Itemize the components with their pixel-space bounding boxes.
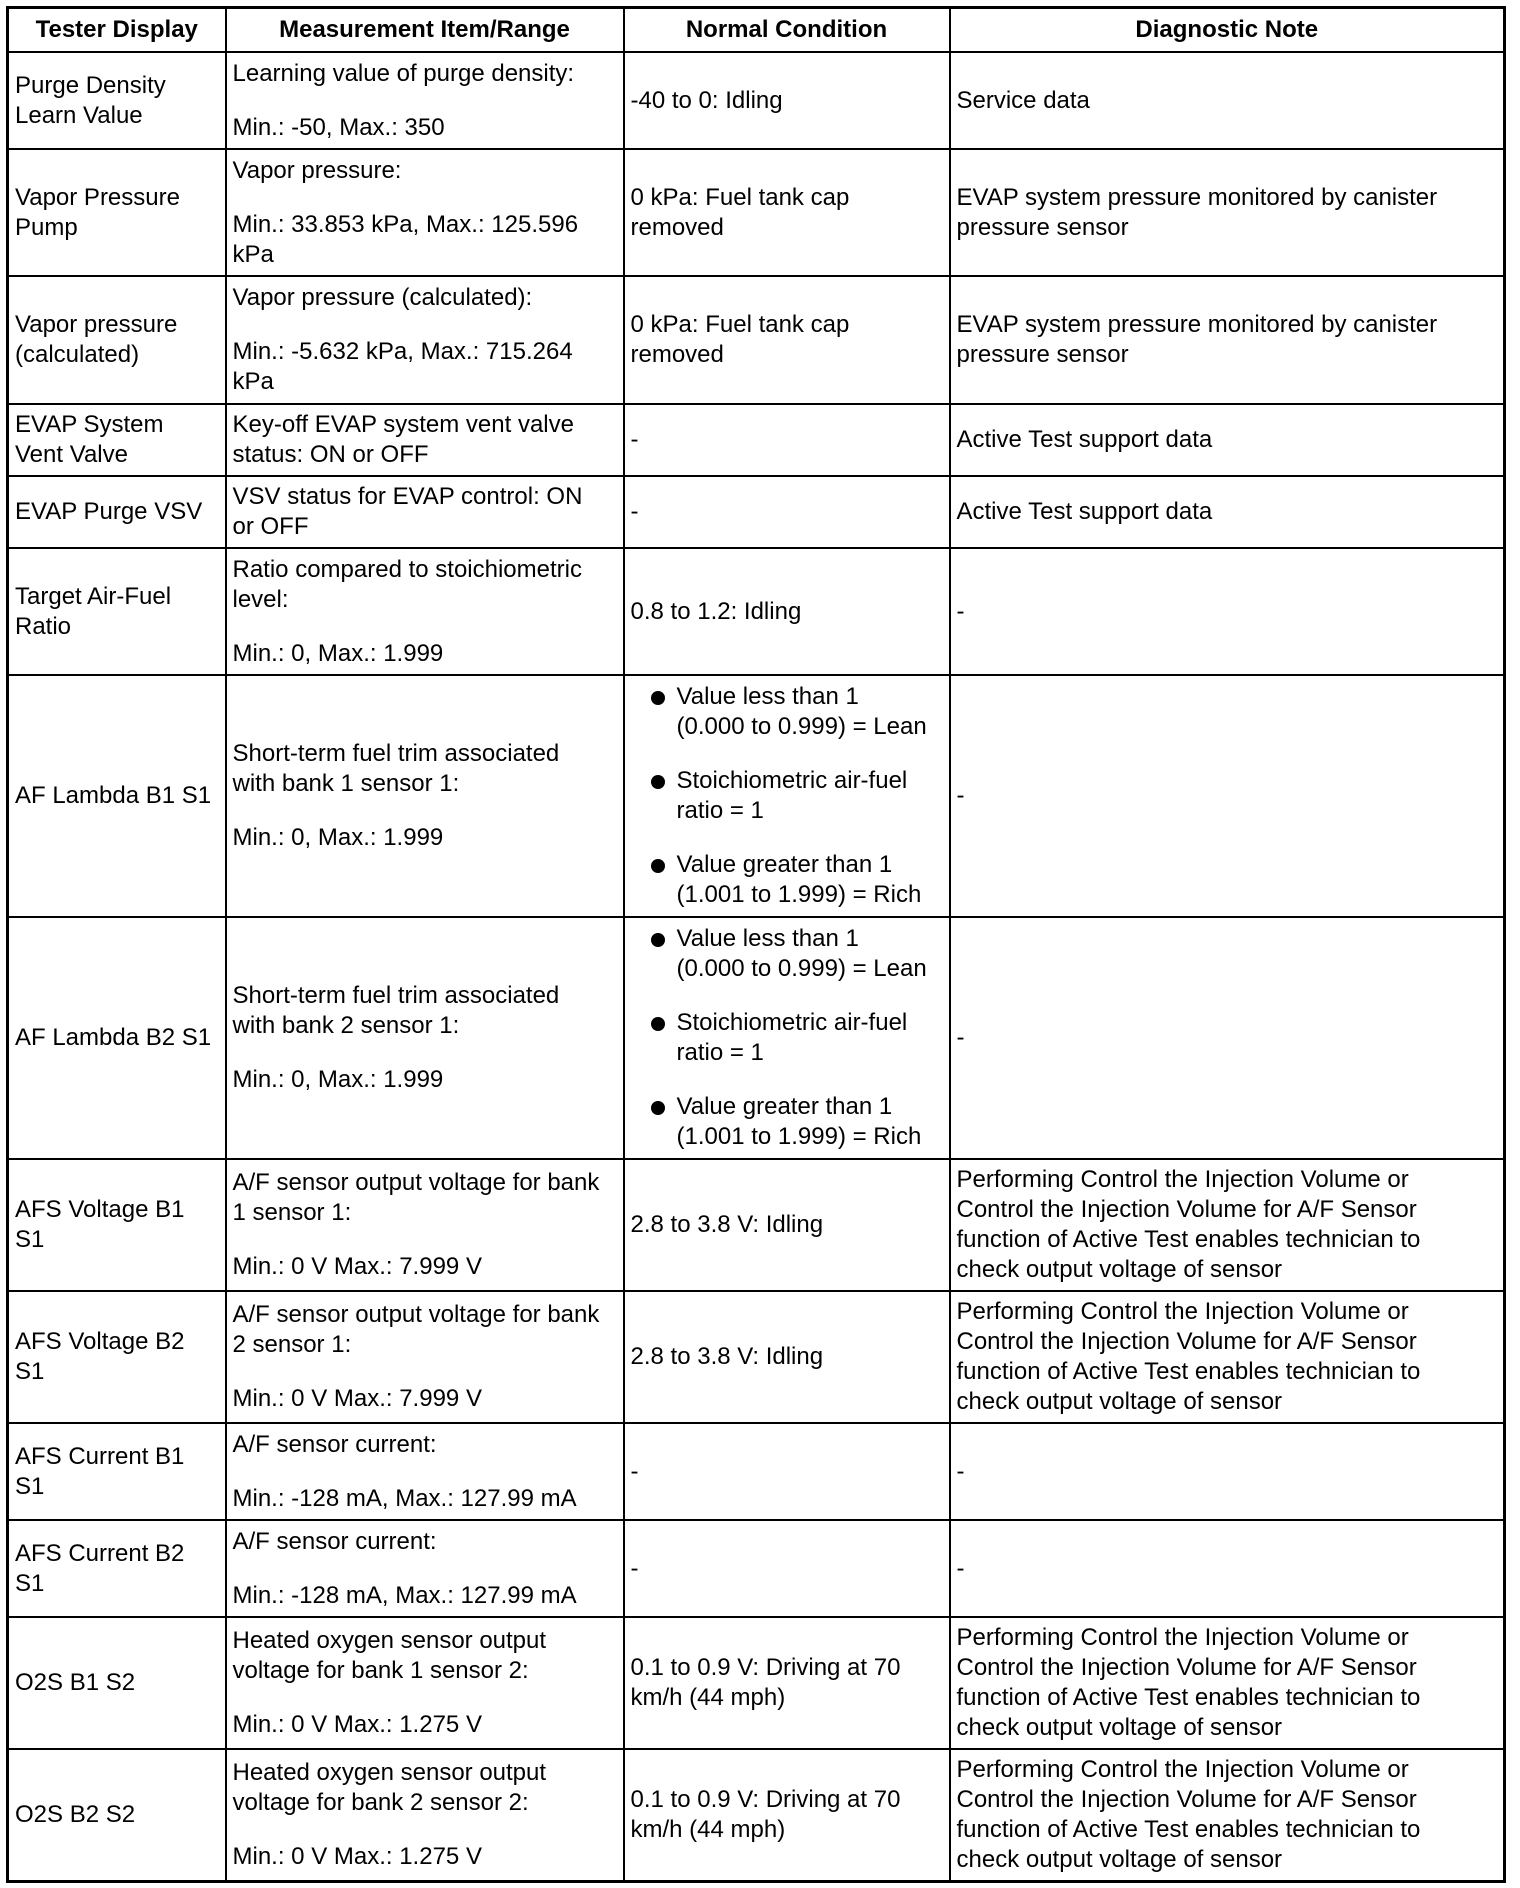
diagnostic-note-line: - <box>956 1024 965 1051</box>
measurement-item-line: Min.: 0, Max.: 1.999 <box>232 639 444 667</box>
normal-condition-line: - <box>630 1457 639 1485</box>
cell-normal-condition <box>624 1520 950 1617</box>
tester-display-line: Learn Value <box>15 101 143 129</box>
normal-condition-line: - <box>630 426 639 453</box>
measurement-item-line: kPa <box>232 240 274 268</box>
diagnostic-note-line: Performing Control the Injection Volume or <box>956 1166 1409 1193</box>
table-row <box>8 1291 1505 1423</box>
cell-measurement-item <box>226 476 624 548</box>
normal-condition-line: 2.8 to 3.8 V: Idling <box>630 1343 824 1370</box>
tester-display-line: O2S B2 S2 <box>15 1800 136 1828</box>
bullet-icon <box>651 859 665 873</box>
cell-tester-display <box>8 548 226 675</box>
paragraph-gap <box>233 1041 617 1065</box>
table-row <box>8 149 1505 276</box>
diagnostic-note-line: EVAP system pressure monitored by canister <box>956 311 1438 338</box>
list-item-line: Stoichiometric air-fuel <box>676 1009 908 1036</box>
cell-normal-condition <box>624 1749 950 1881</box>
normal-condition-line: km/h (44 mph) <box>630 1684 786 1711</box>
cell-diagnostic-note <box>950 1159 1505 1291</box>
diagnostic-note-line: - <box>956 1554 965 1582</box>
cell-measurement-item <box>226 1159 624 1291</box>
measurement-item-line: Heated oxygen sensor output <box>232 1627 547 1654</box>
cell-measurement-item <box>226 1749 624 1881</box>
cell-measurement-item <box>226 1520 624 1617</box>
tester-display-line: AF Lambda B1 S1 <box>15 782 212 809</box>
normal-condition-line: - <box>630 1554 639 1582</box>
list-item <box>631 1008 943 1068</box>
tester-display-line: Target Air-Fuel <box>15 582 172 610</box>
cell-diagnostic-note <box>950 276 1505 404</box>
list-item-line: Value less than 1 <box>676 925 859 952</box>
table-row <box>8 675 1505 917</box>
cell-measurement-item <box>226 548 624 675</box>
diagnostic-note-line: Performing Control the Injection Volume or <box>956 1624 1409 1651</box>
list-item-line: (0.000 to 0.999) = Lean <box>676 713 927 740</box>
cell-measurement-item <box>226 276 624 404</box>
cell-measurement-item <box>226 52 624 149</box>
cell-normal-condition <box>624 675 950 917</box>
cell-diagnostic-note <box>950 1749 1505 1881</box>
list-item-line: Value greater than 1 <box>676 1093 893 1120</box>
table-row <box>8 476 1505 548</box>
list-item <box>631 850 943 910</box>
cell-measurement-item <box>226 1617 624 1749</box>
cell-tester-display <box>8 1749 226 1881</box>
measurement-item-line: Short-term fuel trim associated <box>232 740 560 767</box>
bullet-icon <box>651 1017 665 1031</box>
normal-condition-line: -40 to 0: Idling <box>630 86 783 114</box>
cell-measurement-item <box>226 1291 624 1423</box>
measurement-item-line: or OFF <box>232 513 309 540</box>
tester-display-line: EVAP Purge VSV <box>15 498 203 525</box>
cell-normal-condition <box>624 917 950 1159</box>
cell-tester-display <box>8 1159 226 1291</box>
tester-display-line: AFS Current B1 <box>15 1442 185 1470</box>
cell-diagnostic-note <box>950 1520 1505 1617</box>
list-item-line: ratio = 1 <box>676 797 764 824</box>
paragraph-gap <box>233 1360 617 1384</box>
list-item-line: ratio = 1 <box>676 1039 764 1066</box>
tester-display-line: AFS Voltage B2 <box>15 1328 185 1355</box>
measurement-item-line: Heated oxygen sensor output <box>232 1758 547 1786</box>
measurement-item-line: Min.: 0, Max.: 1.999 <box>232 824 444 851</box>
diagnostic-note-line: check output voltage of sensor <box>956 1714 1283 1741</box>
measurement-item-line: Key-off EVAP system vent valve <box>232 411 574 438</box>
cell-normal-condition <box>624 476 950 548</box>
diagnostic-note-line: Active Test support data <box>956 498 1213 525</box>
measurement-item-line: Learning value of purge density: <box>232 59 575 87</box>
diagnostic-note-line: Control the Injection Volume for A/F Sensor <box>956 1196 1417 1223</box>
table-row <box>8 276 1505 404</box>
diagnostic-note-line: function of Active Test enables technician to <box>956 1226 1421 1253</box>
cell-tester-display <box>8 1423 226 1520</box>
cell-normal-condition <box>624 404 950 476</box>
diagnostic-note-line: Performing Control the Injection Volume or <box>956 1298 1409 1325</box>
tester-display-line: S1 <box>15 1358 45 1385</box>
cell-tester-display <box>8 1291 226 1423</box>
cell-normal-condition <box>624 1159 950 1291</box>
measurement-item-line: A/F sensor current: <box>232 1430 437 1458</box>
normal-condition-line: km/h (44 mph) <box>630 1815 786 1843</box>
cell-diagnostic-note <box>950 1423 1505 1520</box>
cell-tester-display <box>8 149 226 276</box>
list-item-line: (0.000 to 0.999) = Lean <box>676 955 927 982</box>
measurement-item-line: voltage for bank 2 sensor 2: <box>232 1788 529 1816</box>
cell-diagnostic-note <box>950 917 1505 1159</box>
measurement-item-line: with bank 1 sensor 1: <box>232 770 460 797</box>
cell-diagnostic-note <box>950 404 1505 476</box>
diagnostic-note-line: Service data <box>956 86 1090 114</box>
table-row <box>8 548 1505 675</box>
paragraph-gap <box>233 799 617 823</box>
diagnostic-note-line: Active Test support data <box>956 426 1213 453</box>
measurement-item-line: Min.: 33.853 kPa, Max.: 125.596 <box>232 210 579 238</box>
cell-tester-display <box>8 675 226 917</box>
measurement-item-line: 2 sensor 1: <box>232 1331 352 1358</box>
cell-tester-display <box>8 276 226 404</box>
cell-normal-condition <box>624 149 950 276</box>
diagnostic-note-line: pressure sensor <box>956 341 1129 368</box>
diagnostic-note-line: - <box>956 597 965 625</box>
table-row <box>8 1520 1505 1617</box>
cell-tester-display <box>8 1520 226 1617</box>
normal-condition-line: removed <box>630 213 724 241</box>
paragraph-gap <box>233 615 617 639</box>
diagnostic-note-line: Control the Injection Volume for A/F Sensor <box>956 1654 1417 1681</box>
cell-measurement-item <box>226 1423 624 1520</box>
list-item-line: Value less than 1 <box>676 683 859 710</box>
tester-display-line: S1 <box>15 1226 45 1253</box>
diagnostic-note-line: function of Active Test enables technician to <box>956 1684 1421 1711</box>
paragraph-gap <box>233 1557 617 1581</box>
cell-diagnostic-note <box>950 675 1505 917</box>
normal-condition-line: 0.8 to 1.2: Idling <box>630 597 802 625</box>
tester-display-line: Vapor pressure <box>15 311 178 338</box>
normal-condition-line: - <box>630 498 639 525</box>
cell-diagnostic-note <box>950 476 1505 548</box>
normal-condition-line: 0.1 to 0.9 V: Driving at 70 <box>630 1654 901 1681</box>
measurement-item-line: Min.: -128 mA, Max.: 127.99 mA <box>232 1581 577 1609</box>
measurement-item-line: with bank 2 sensor 1: <box>232 1012 460 1039</box>
measurement-item-line: 1 sensor 1: <box>232 1199 352 1226</box>
measurement-item-line: Min.: -50, Max.: 350 <box>232 113 445 141</box>
normal-condition-line: 0 kPa: Fuel tank cap <box>630 183 850 211</box>
diagnostic-note-line: Performing Control the Injection Volume or <box>956 1755 1409 1783</box>
diagnostic-note-line: - <box>956 1457 965 1485</box>
cell-measurement-item <box>226 917 624 1159</box>
cell-diagnostic-note <box>950 52 1505 149</box>
cell-diagnostic-note <box>950 149 1505 276</box>
list-item-line: Value greater than 1 <box>676 851 893 878</box>
diagnostic-note-line: EVAP system pressure monitored by canister <box>956 183 1438 211</box>
measurement-item-line: VSV status for EVAP control: ON <box>232 483 583 510</box>
diagnostic-note-line: check output voltage of sensor <box>956 1256 1283 1283</box>
cell-normal-condition <box>624 548 950 675</box>
cell-tester-display <box>8 1617 226 1749</box>
cell-normal-condition <box>624 1423 950 1520</box>
list-item <box>631 924 943 984</box>
tester-display-line: Vent Valve <box>15 441 128 468</box>
measurement-item-line: Min.: 0 V Max.: 1.275 V <box>232 1711 482 1738</box>
measurement-item-line: status: ON or OFF <box>232 441 429 468</box>
tester-display-line: Ratio <box>15 612 72 640</box>
measurement-item-line: Short-term fuel trim associated <box>232 982 560 1009</box>
diagnostic-note-line: check output voltage of sensor <box>956 1845 1283 1873</box>
tester-display-line: Pump <box>15 213 78 241</box>
measurement-item-line: Min.: -5.632 kPa, Max.: 715.264 <box>232 338 573 365</box>
tester-display-line: AFS Voltage B1 <box>15 1196 185 1223</box>
cell-normal-condition <box>624 52 950 149</box>
header-measurement-item: Measurement Item/Range <box>226 8 624 53</box>
list-item-line: (1.001 to 1.999) = Rich <box>676 881 922 908</box>
measurement-item-line: voltage for bank 1 sensor 2: <box>232 1657 529 1684</box>
cell-measurement-item <box>226 404 624 476</box>
tester-display-line: (calculated) <box>15 341 140 368</box>
header-tester-display: Tester Display <box>8 8 226 53</box>
diagnostic-note-line: function of Active Test enables technician to <box>956 1815 1421 1843</box>
diagnostic-note-line: check output voltage of sensor <box>956 1388 1283 1415</box>
bullet-icon <box>651 691 665 705</box>
measurement-item-line: A/F sensor output voltage for bank <box>232 1169 600 1196</box>
list-item <box>631 766 943 826</box>
paragraph-gap <box>233 313 617 337</box>
tester-display-line: AFS Current B2 <box>15 1539 185 1567</box>
cell-normal-condition <box>624 1291 950 1423</box>
table-row <box>8 404 1505 476</box>
data-list-table-wrapper <box>6 6 1503 1883</box>
tester-display-line: S1 <box>15 1569 45 1597</box>
tester-display-line: Vapor Pressure <box>15 183 180 211</box>
measurement-item-line: Min.: 0 V Max.: 7.999 V <box>232 1253 482 1280</box>
normal-condition-line: 0 kPa: Fuel tank cap <box>630 311 850 338</box>
header-diagnostic-note: Diagnostic Note <box>950 8 1505 53</box>
paragraph-gap <box>233 186 617 210</box>
diagnostic-note-line: - <box>956 782 965 809</box>
diagnostic-note-line: Control the Injection Volume for A/F Sensor <box>956 1785 1417 1813</box>
diagnostic-note-line: function of Active Test enables technician to <box>956 1358 1421 1385</box>
measurement-item-line: A/F sensor current: <box>232 1527 437 1555</box>
tester-display-line: Purge Density <box>15 71 166 99</box>
cell-tester-display <box>8 917 226 1159</box>
paragraph-gap <box>233 89 617 113</box>
measurement-item-line: Vapor pressure: <box>232 156 402 184</box>
normal-condition-line: 2.8 to 3.8 V: Idling <box>630 1211 824 1238</box>
table-row <box>8 1159 1505 1291</box>
data-list-table <box>6 6 1506 1883</box>
tester-display-line: AF Lambda B2 S1 <box>15 1024 212 1051</box>
header-row <box>8 8 1505 53</box>
normal-condition-list <box>631 924 943 1152</box>
paragraph-gap <box>233 1228 617 1252</box>
header-normal-condition: Normal Condition <box>624 8 950 53</box>
list-item-line: Stoichiometric air-fuel <box>676 767 908 794</box>
table-row <box>8 1617 1505 1749</box>
diagnostic-note-line: Control the Injection Volume for A/F Sensor <box>956 1328 1417 1355</box>
paragraph-gap <box>233 1686 617 1710</box>
table-row <box>8 1749 1505 1881</box>
bullet-icon <box>651 933 665 947</box>
list-item <box>631 682 943 742</box>
measurement-item-line: Min.: 0 V Max.: 7.999 V <box>232 1385 482 1412</box>
measurement-item-line: Vapor pressure (calculated): <box>232 284 533 311</box>
table-body <box>8 52 1505 1881</box>
bullet-icon <box>651 1101 665 1115</box>
cell-measurement-item <box>226 149 624 276</box>
tester-display-line: EVAP System <box>15 411 164 438</box>
paragraph-gap <box>233 1460 617 1484</box>
bullet-icon <box>651 775 665 789</box>
tester-display-line: S1 <box>15 1472 45 1500</box>
list-item-line: (1.001 to 1.999) = Rich <box>676 1123 922 1150</box>
measurement-item-line: level: <box>232 585 289 613</box>
normal-condition-line: 0.1 to 0.9 V: Driving at 70 <box>630 1785 901 1813</box>
table-row <box>8 1423 1505 1520</box>
cell-tester-display <box>8 52 226 149</box>
table-row <box>8 52 1505 149</box>
cell-measurement-item <box>226 675 624 917</box>
measurement-item-line: Min.: -128 mA, Max.: 127.99 mA <box>232 1484 577 1512</box>
cell-diagnostic-note <box>950 1617 1505 1749</box>
measurement-item-line: Min.: 0, Max.: 1.999 <box>232 1066 444 1093</box>
cell-diagnostic-note <box>950 548 1505 675</box>
table-row <box>8 917 1505 1159</box>
measurement-item-line: Ratio compared to stoichiometric <box>232 555 582 583</box>
cell-diagnostic-note <box>950 1291 1505 1423</box>
cell-tester-display <box>8 404 226 476</box>
tester-display-line: O2S B1 S2 <box>15 1669 136 1696</box>
measurement-item-line: Min.: 0 V Max.: 1.275 V <box>232 1842 482 1870</box>
normal-condition-list <box>631 682 943 910</box>
list-item <box>631 1092 943 1152</box>
cell-normal-condition <box>624 276 950 404</box>
measurement-item-line: kPa <box>232 368 274 395</box>
paragraph-gap <box>233 1818 617 1842</box>
cell-tester-display <box>8 476 226 548</box>
diagnostic-note-line: pressure sensor <box>956 213 1129 241</box>
cell-normal-condition <box>624 1617 950 1749</box>
normal-condition-line: removed <box>630 341 724 368</box>
measurement-item-line: A/F sensor output voltage for bank <box>232 1301 600 1328</box>
